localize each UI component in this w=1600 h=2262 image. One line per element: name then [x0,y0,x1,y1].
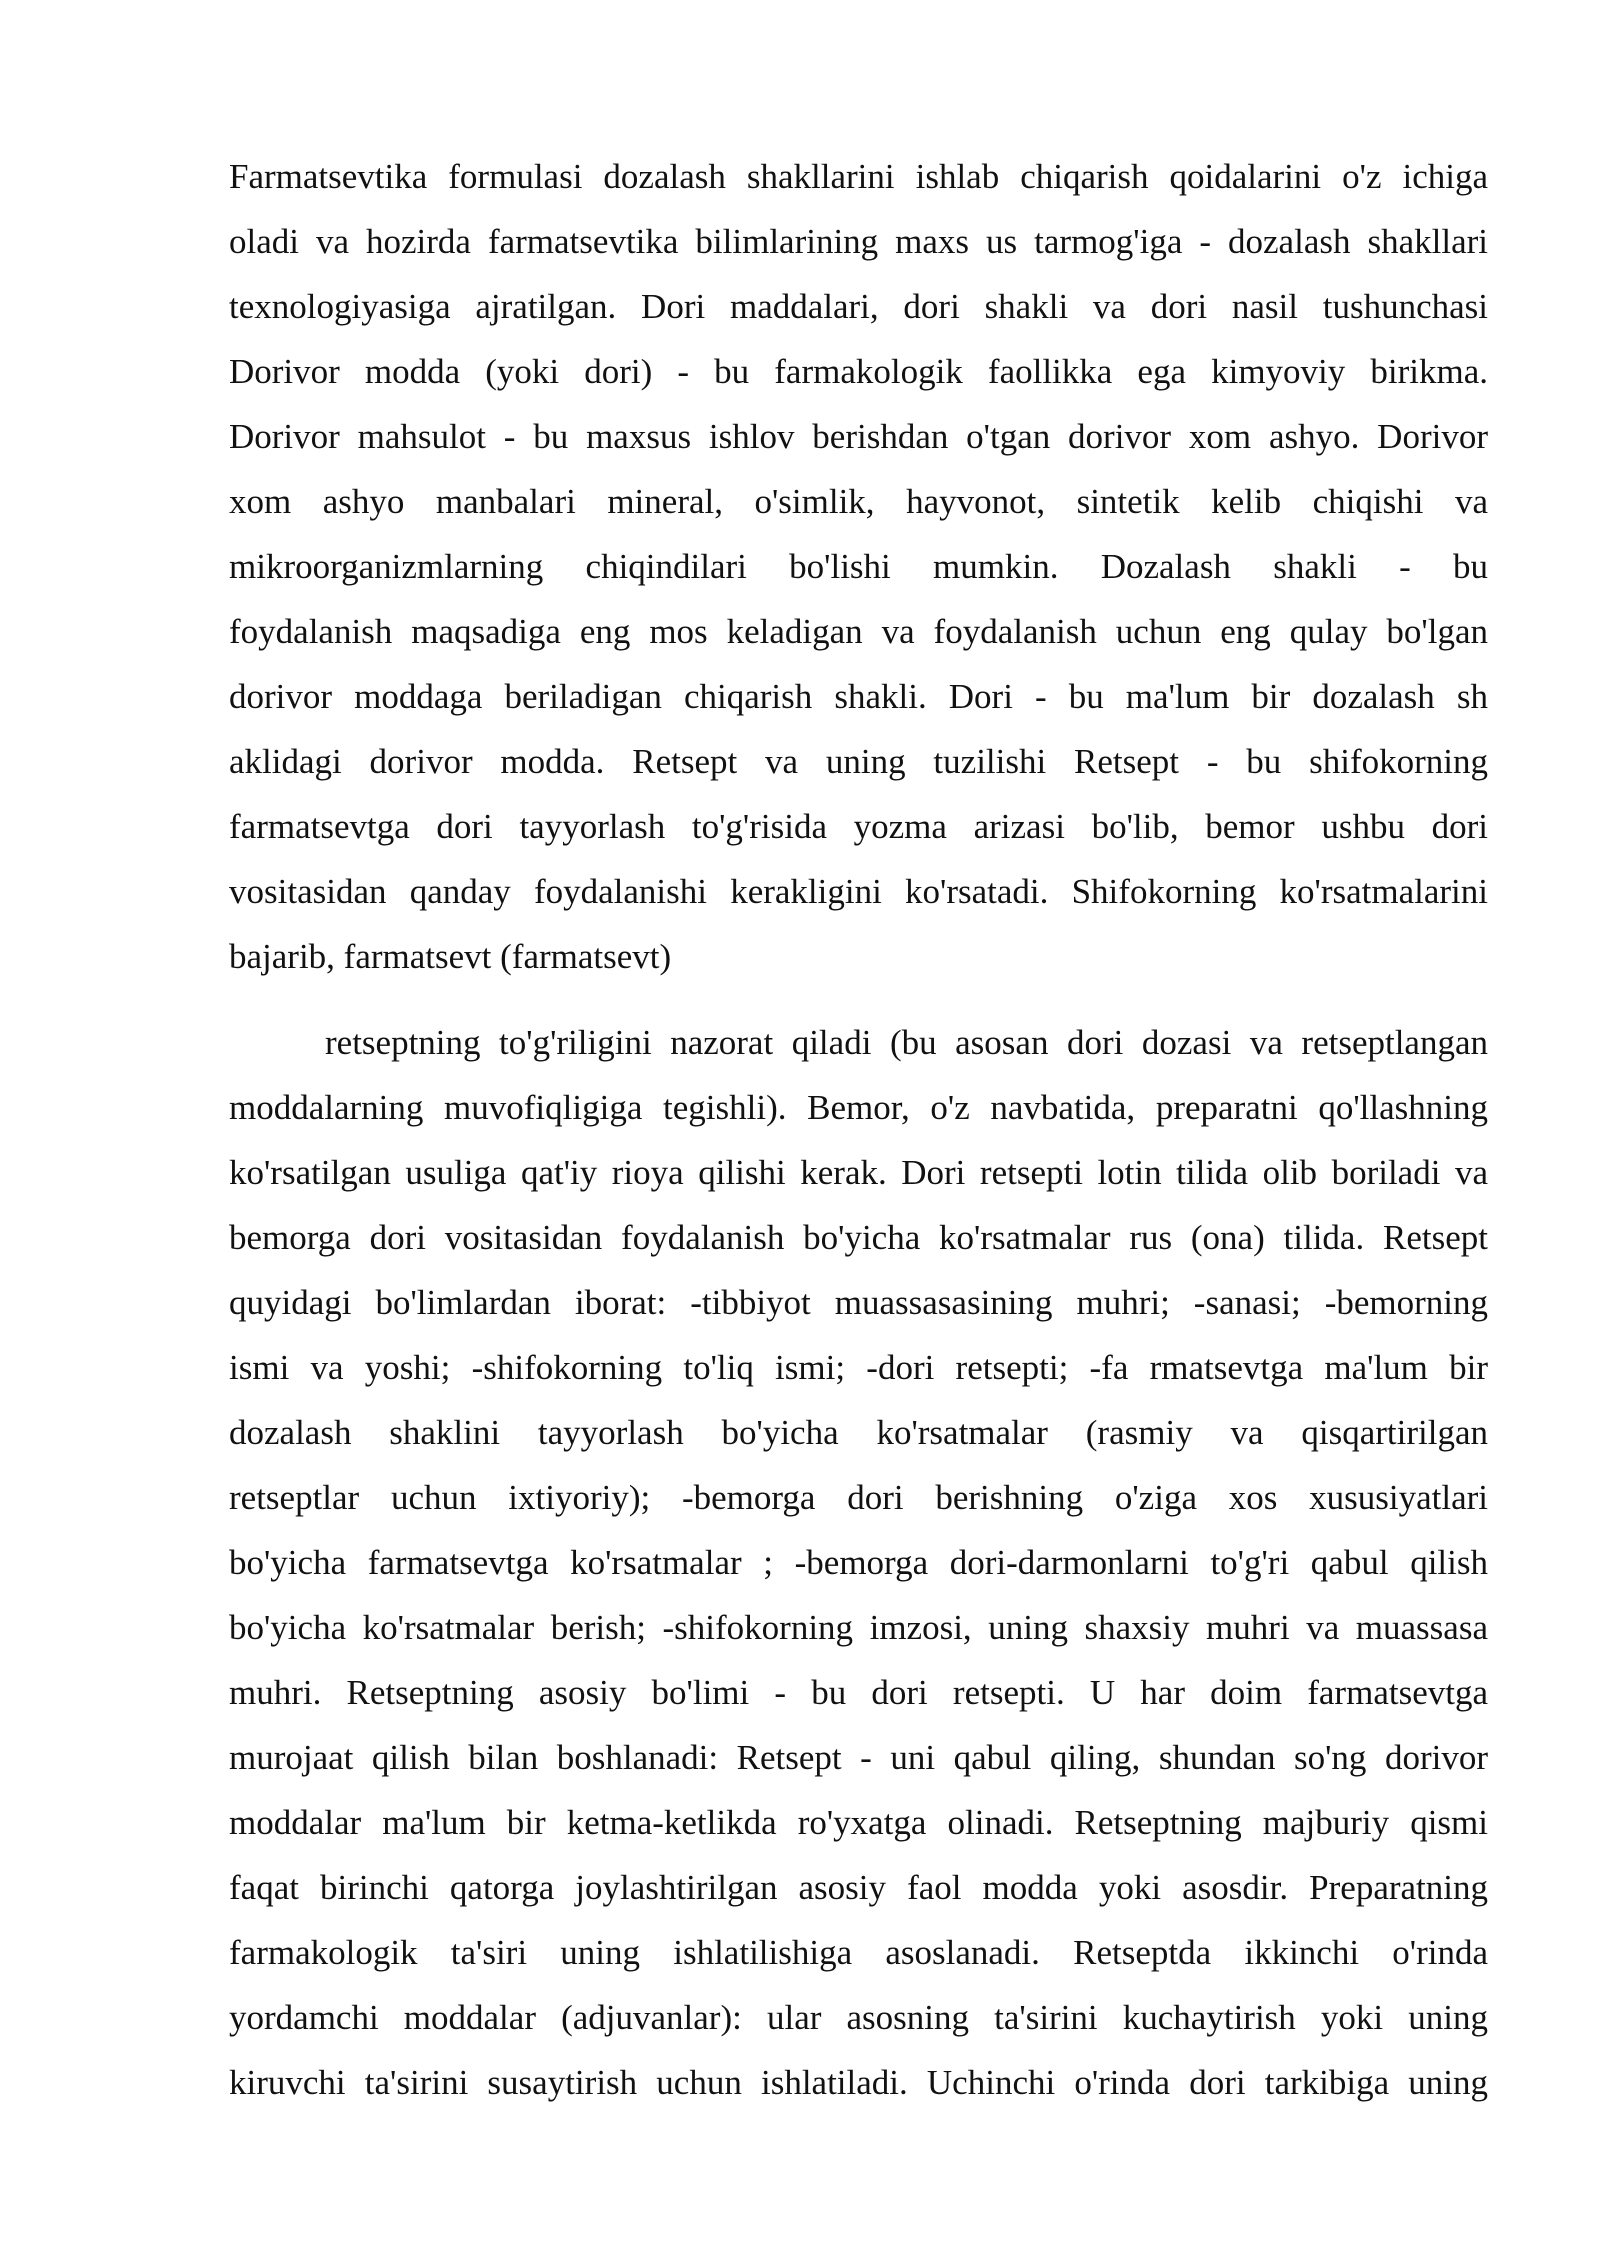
text-line: murojaat qilish bilan boshlanadi: Retsept - uni qabul qiling, shundan so'ng dorivor [229,1738,1488,1777]
text-line: Dorivor modda (yoki dori) - bu farmakologik faollikka ega kimyoviy birikma. [229,352,1488,391]
text-line: bo'yicha farmatsevtga ko'rsatmalar ; -bemorga dori-darmonlarni to'g'ri qabul qilish [229,1543,1488,1582]
text-line: farmatsevtga dori tayyorlash to'g'risida yozma arizasi bo'lib, bemor ushbu dori [229,807,1488,846]
text-line: aklidagi dorivor modda. Retsept va uning tuzilishi Retsept - bu shifokorning [229,742,1488,781]
text-line: foydalanish maqsadiga eng mos keladigan va foydalanish uchun eng qulay bo'lgan [229,612,1488,651]
text-line: kiruvchi ta'sirini susaytirish uchun ishlatiladi. Uchinchi o'rinda dori tarkibiga uning [229,2063,1488,2102]
text-line: dorivor moddaga beriladigan chiqarish shakli. Dori - bu ma'lum bir dozalash sh [229,677,1488,716]
text-line: faqat birinchi qatorga joylashtirilgan asosiy faol modda yoki asosdir. Preparatning [229,1868,1488,1907]
text-line: muhri. Retseptning asosiy bo'limi - bu dori retsepti. U har doim farmatsevtga [229,1673,1488,1712]
text-line: vositasidan qanday foydalanishi kerakligini ko'rsatadi. Shifokorning ko'rsatmalarini [229,872,1488,911]
paragraph-2 [229,1010,1488,2115]
text-line: Dorivor mahsulot - bu maxsus ishlov berishdan o'tgan dorivor xom ashyo. Dorivor [229,417,1488,456]
text-line: bo'yicha ko'rsatmalar berish; -shifokorning imzosi, uning shaxsiy muhri va muassasa [229,1608,1488,1647]
text-line: ko'rsatilgan usuliga qat'iy rioya qilishi kerak. Dori retsepti lotin tilida olib boriladi va [229,1153,1488,1192]
text-line: farmakologik ta'siri uning ishlatilishiga asoslanadi. Retseptda ikkinchi o'rinda [229,1933,1488,1972]
text-line: oladi va hozirda farmatsevtika bilimlarining maxs us tarmog'iga - dozalash shakllari [229,222,1488,261]
text-line: Farmatsevtika formulasi dozalash shakllarini ishlab chiqarish qoidalarini o'z ichiga [229,157,1488,196]
text-line: bemorga dori vositasidan foydalanish bo'yicha ko'rsatmalar rus (ona) tilida. Retsept [229,1218,1488,1257]
text-line: retseptning to'g'riligini nazorat qiladi (bu asosan dori dozasi va retseptlangan [325,1023,1488,1062]
text-line: yordamchi moddalar (adjuvanlar): ular asosning ta'sirini kuchaytirish yoki uning [229,1998,1488,2037]
text-line: bajarib, farmatsevt (farmatsevt) [229,937,672,976]
text-line: moddalarning muvofiqligiga tegishli). Bemor, o'z navbatida, preparatni qo'llashning [229,1088,1488,1127]
text-line: retseptlar uchun ixtiyoriy); -bemorga dori berishning o'ziga xos xususiyatlari [229,1478,1488,1517]
text-line: mikroorganizmlarning chiqindilari bo'lishi mumkin. Dozalash shakli - bu [229,547,1488,586]
text-line: quyidagi bo'limlardan iborat: -tibbiyot muassasasining muhri; -sanasi; -bemorning [229,1283,1488,1322]
text-line: moddalar ma'lum bir ketma-ketlikda ro'yxatga olinadi. Retseptning majburiy qismi [229,1803,1488,1842]
text-line: texnologiyasiga ajratilgan. Dori maddalari, dori shakli va dori nasil tushunchasi [229,287,1488,326]
text-line: xom ashyo manbalari mineral, o'simlik, hayvonot, sintetik kelib chiqishi va [229,482,1488,521]
paragraph-1 [229,144,1488,989]
text-line: dozalash shaklini tayyorlash bo'yicha ko'rsatmalar (rasmiy va qisqartirilgan [229,1413,1488,1452]
text-line: ismi va yoshi; -shifokorning to'liq ismi; -dori retsepti; -fa rmatsevtga ma'lum bir [229,1348,1488,1387]
